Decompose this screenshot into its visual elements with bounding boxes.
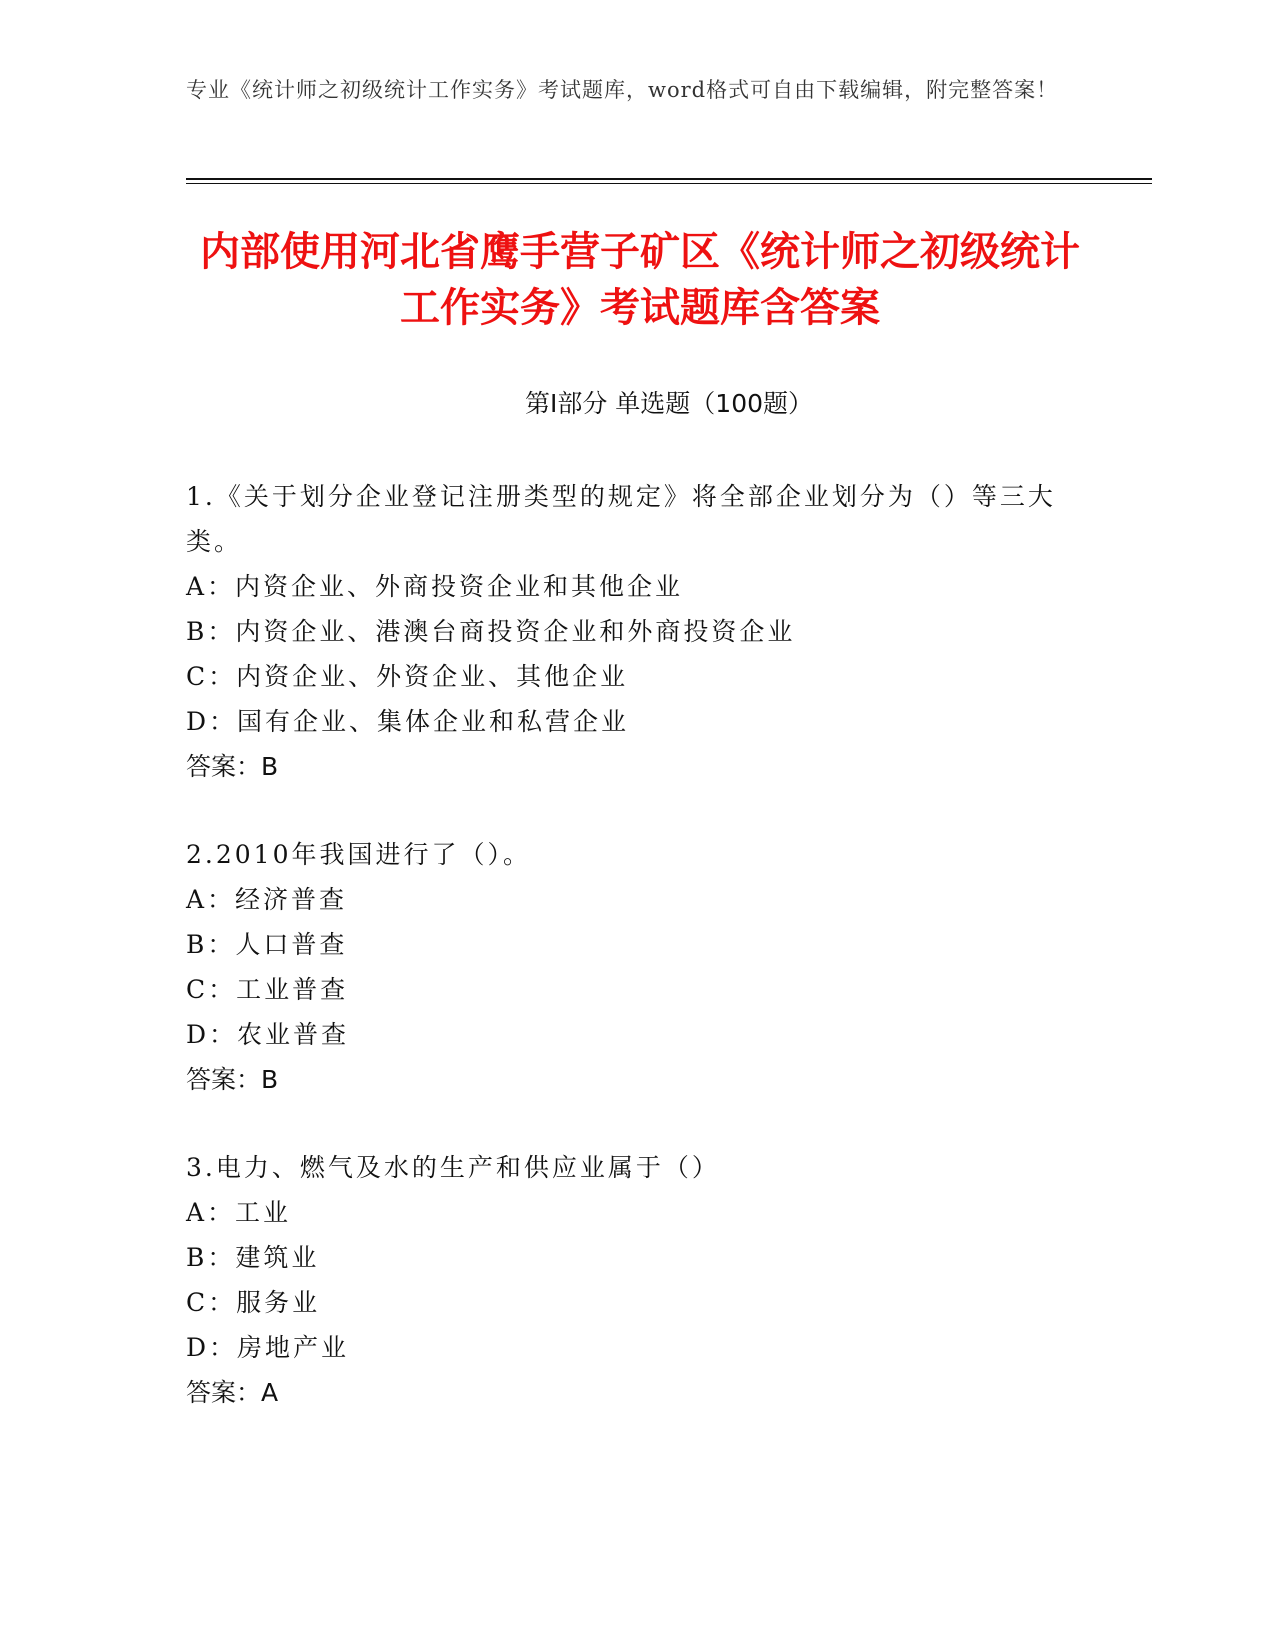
question-1 bbox=[186, 474, 1066, 789]
header-rule-thin bbox=[186, 183, 1152, 184]
question-stem: 3.电力、燃气及水的生产和供应业属于（） bbox=[186, 1153, 720, 1182]
document-title: 内部使用河北省鹰手营子矿区《统计师之初级统计工作实务》考试题库含答案 bbox=[200, 229, 1080, 331]
answer: 答案：B bbox=[186, 752, 279, 781]
option-c: C：工业普查 bbox=[186, 975, 349, 1004]
header-note: 专业《统计师之初级统计工作实务》考试题库，word格式可自由下载编辑，附完整答案！ bbox=[186, 78, 1059, 102]
option-a: A：内资企业、外商投资企业和其他企业 bbox=[186, 572, 684, 601]
option-d: D：农业普查 bbox=[186, 1020, 350, 1049]
option-b: B：人口普查 bbox=[186, 930, 348, 959]
option-a: A：工业 bbox=[186, 1198, 292, 1227]
section-title: 第Ⅰ部分 单选题（100题） bbox=[524, 389, 814, 418]
question-list bbox=[186, 474, 1066, 1458]
option-b: B：内资企业、港澳台商投资企业和外商投资企业 bbox=[186, 617, 796, 646]
option-d: D：房地产业 bbox=[186, 1333, 350, 1362]
question-stem: 2.2010年我国进行了（）。 bbox=[186, 840, 531, 869]
option-a: A：经济普查 bbox=[186, 885, 348, 914]
question-2 bbox=[186, 832, 1066, 1102]
answer: 答案：B bbox=[186, 1065, 279, 1094]
header-rule-thick bbox=[186, 178, 1152, 180]
option-c: C：服务业 bbox=[186, 1288, 321, 1317]
question-stem: 1.《关于划分企业登记注册类型的规定》将全部企业划分为（）等三大类。 bbox=[186, 482, 1056, 556]
question-3 bbox=[186, 1145, 1066, 1415]
option-c: C：内资企业、外资企业、其他企业 bbox=[186, 662, 629, 691]
option-d: D：国有企业、集体企业和私营企业 bbox=[186, 707, 630, 736]
option-b: B：建筑业 bbox=[186, 1243, 320, 1272]
answer: 答案：A bbox=[186, 1378, 279, 1407]
